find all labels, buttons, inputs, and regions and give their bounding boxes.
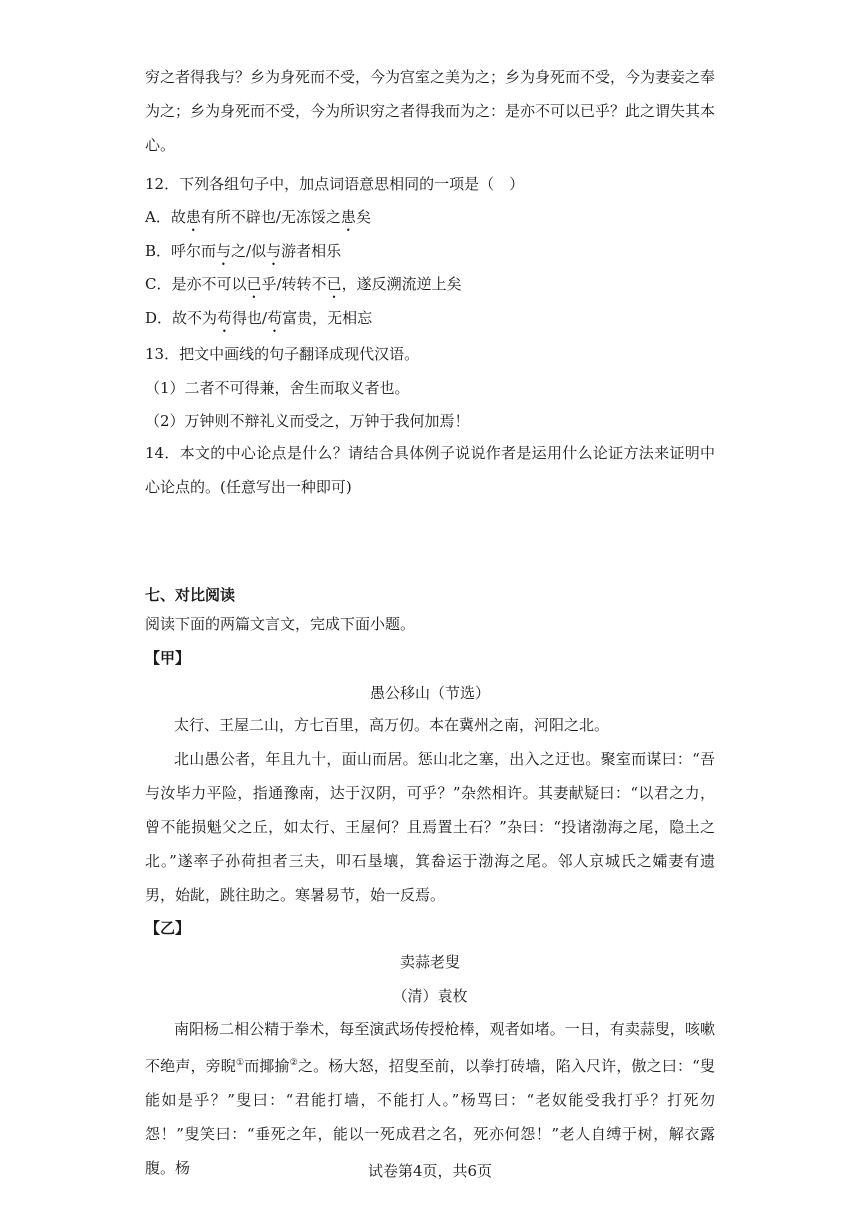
q12-option-b: B．呼尔而与之/似与游者相乐 [145, 242, 342, 260]
jia-paragraph-1: 太行、王屋二山，方七百里，高万仞。本在冀州之南，河阳之北。 [174, 716, 610, 734]
yi-author: （清）袁枚 [392, 987, 468, 1005]
yi-label: 【乙】 [145, 919, 191, 937]
footnote-1-marker: ① [235, 1058, 245, 1068]
jia-paragraph-2: 北山愚公者，年且九十，面山而居。惩山北之塞，出入之迂也。聚室而谋曰：“吾与汝毕力平险，指通豫南，达于汉阴，可乎？”杂然相许。其妻献疑曰：“以君之力，曾不能损魁父之丘，如太行、王屋何？且焉置土石？”杂曰：“投诸渤海之尾，隐土之北。”遂率子孙荷担者三夫，叩石垦壤，箕畚运于渤海之尾。邻人京城氏之孀妻有遗男，始龀，跳往助之。寒暑易节，始一反焉。 [145, 750, 715, 904]
q12-stem: 12．下列各组句子中，加点词语意思相同的一项是（ ） [145, 175, 525, 193]
yi-title: 卖蒜老叟 [399, 953, 460, 971]
jia-label: 【甲】 [145, 649, 191, 667]
section-instruction: 阅读下面的两篇文言文，完成下面小题。 [145, 615, 416, 633]
passage-top: 穷之者得我与？乡为身死而不受，今为宫室之美为之；乡为身死而不受，今为妻妾之奉为之；乡为身死而不受，今为所识穷之者得我而为之：是亦不可以已乎？此之谓失其本心。 [145, 68, 716, 154]
yi-paragraph-1: 南阳杨二相公精于拳术，每至演武场传授枪棒，观者如堵。一日，有卖蒜叟，咳嗽不绝声，旁睨①而揶揄②之。杨大怒，招叟至前，以拳打砖墙，陷入尺许，傲之曰：“叟能如是乎？”叟曰：“君能打墙，不能打人。”杨骂曰：“老奴能受我打乎？打死勿怨！”叟笑曰：“垂死之年，能以一死成君之名，死亦何怨！”老人自缚于树，解衣露腹。杨 [145, 1020, 715, 1177]
page-footer: 试卷第4页，共6页 [367, 1162, 493, 1180]
q12-option-c: C．是亦不可以已乎/转转不已，遂反溯流逆上矣 [145, 275, 462, 293]
section-heading: 七、对比阅读 [145, 586, 236, 604]
q13-item-2: （2）万钟则不辩礼义而受之，万钟于我何加焉！ [145, 412, 470, 430]
q13-stem: 13．把文中画线的句子翻译成现代汉语。 [145, 345, 420, 363]
q12-option-a: A．故患有所不辟也/无冻馁之患矣 [145, 208, 371, 226]
q13-item-1: （1）二者不可得兼，舍生而取义者也。 [145, 379, 410, 397]
q12-option-d: D．故不为苟得也/苟富贵，无相忘 [145, 309, 373, 327]
footnote-2-marker: ② [289, 1058, 298, 1068]
jia-title: 愚公移山（节选） [369, 684, 490, 702]
q14-stem: 14．本文的中心论点是什么？请结合具体例子说说作者是运用什么论证方法来证明中心论点的。(任意写出一种即可) [145, 444, 715, 496]
